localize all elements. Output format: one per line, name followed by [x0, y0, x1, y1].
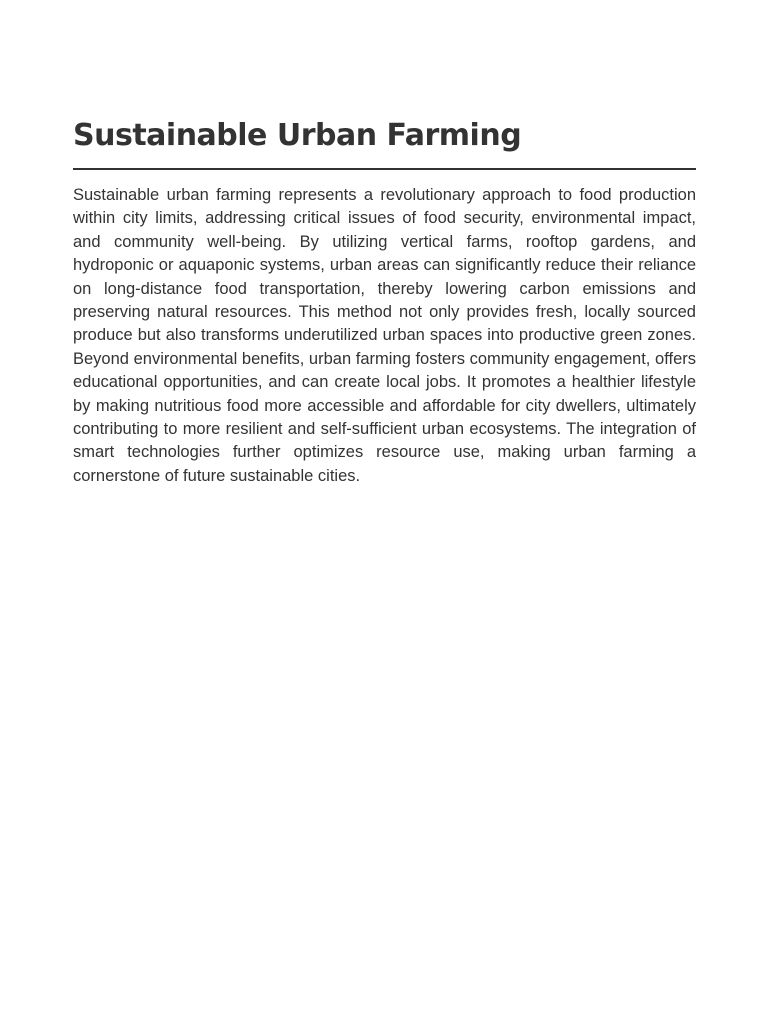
body-paragraph: Sustainable urban farming represents a revolutionary approach to food production within city limits, addressing critical issues of food security, environmental impact, and community well-being. By utilizing vertical farms, rooftop gardens, and hydroponic or aquaponic systems, urban areas can significantly reduce their reliance on long-distance food transportation, thereby lowering carbon emissions and preserving natural resources. This method not only provides fresh, locally sourced produce but also transforms underutilized urban spaces into productive green zones. Beyond environmental benefits, urban farming fosters community engagement, offers educational opportunities, and can create local jobs. It promotes a healthier lifestyle by making nutritious food more accessible and affordable for city dwellers, ultimately contributing to more resilient and self-sufficient urban ecosystems. The integration of smart technologies further optimizes resource use, making urban farming a cornerstone of future sustainable cities. [73, 186, 696, 485]
document-title: Sustainable Urban Farming [73, 114, 696, 170]
document-page [73, 114, 696, 488]
